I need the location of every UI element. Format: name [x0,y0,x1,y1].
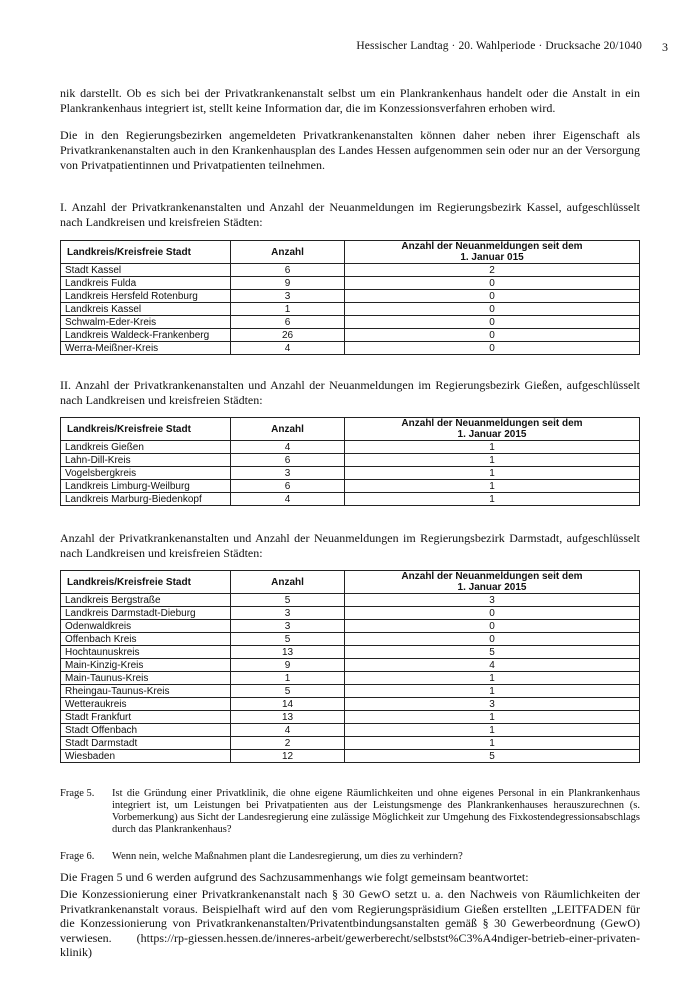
cell-district: Odenwaldkreis [61,620,231,633]
cell-new-registrations: 1 [345,467,640,480]
section2-table-wrap [60,417,639,506]
cell-district: Landkreis Darmstadt-Dieburg [61,607,231,620]
cell-new-registrations: 1 [345,711,640,724]
cell-district: Main-Taunus-Kreis [61,672,231,685]
cell-district: Rheingau-Taunus-Kreis [61,685,231,698]
question-6-text: Wenn nein, welche Maßnahmen plant die Landesregierung, um dies zu verhindern? [112,851,463,862]
table-row [61,620,640,633]
cell-district: Main-Kinzig-Kreis [61,659,231,672]
table-row [61,480,640,493]
cell-district: Landkreis Kassel [61,303,231,316]
cell-district: Landkreis Marburg-Biedenkopf [61,493,231,506]
darmstadt-table-body [61,594,640,763]
cell-new-registrations: 4 [345,659,640,672]
cell-district: Vogelsbergkreis [61,467,231,480]
table-row [61,467,640,480]
col-header-district: Landkreis/Kreisfreie Stadt [61,241,231,264]
table-row [61,633,640,646]
cell-new-registrations: 5 [345,646,640,659]
question-5-label: Frage 5. [60,788,95,799]
table-row [61,672,640,685]
cell-count: 5 [231,633,345,646]
cell-new-registrations: 0 [345,277,640,290]
section3-table-wrap [60,570,639,763]
cell-district: Lahn-Dill-Kreis [61,454,231,467]
cell-new-registrations: 1 [345,672,640,685]
cell-new-registrations: 0 [345,607,640,620]
cell-district: Stadt Offenbach [61,724,231,737]
col-header-new-line2: 1. Januar 015 [460,252,524,263]
cell-new-registrations: 0 [345,620,640,633]
col-header-count: Anzahl [231,571,345,594]
header-text: Hessischer Landtag · 20. Wahlperiode · Drucksache 20/1040 [356,40,642,52]
table-row [61,342,640,355]
cell-count: 3 [231,290,345,303]
section3-heading: Anzahl der Privatkrankenanstalten und Anzahl der Neuanmeldungen im Regierungsbezirk Darmstadt, aufgeschlüsselt nach Landkreisen und kreisfreien Städten: [60,531,640,560]
section1-heading: I. Anzahl der Privatkrankenanstalten und Anzahl der Neuanmeldungen im Regierungsbezirk Kassel, aufgeschlüsselt nach Landkreisen und kreisfreien Städten: [60,200,640,229]
darmstadt-table [60,570,640,763]
cell-district: Landkreis Waldeck-Frankenberg [61,329,231,342]
cell-new-registrations: 3 [345,594,640,607]
table-row [61,594,640,607]
cell-district: Stadt Kassel [61,264,231,277]
col-header-new [345,241,640,264]
table-row [61,329,640,342]
question-6 [60,851,640,863]
cell-new-registrations: 1 [345,685,640,698]
col-header-new [345,418,640,441]
cell-count: 6 [231,264,345,277]
kassel-table-body [61,264,640,355]
page-number: 3 [662,40,668,54]
cell-count: 12 [231,750,345,763]
col-header-new-line1: Anzahl der Neuanmeldungen seit dem [401,571,583,582]
section2-heading: II. Anzahl der Privatkrankenanstalten und Anzahl der Neuanmeldungen im Regierungsbezirk Gießen, aufgeschlüsselt nach Landkreisen und kreisfreien Städten: [60,378,640,407]
table-row [61,607,640,620]
cell-district: Landkreis Gießen [61,441,231,454]
cell-district: Landkreis Bergstraße [61,594,231,607]
table-row [61,264,640,277]
cell-count: 2 [231,737,345,750]
cell-new-registrations: 0 [345,316,640,329]
col-header-new-line2: 1. Januar 2015 [457,582,527,593]
cell-count: 14 [231,698,345,711]
answer-intro: Die Fragen 5 und 6 werden aufgrund des Sachzusammenhangs wie folgt gemeinsam beantwortet: [60,870,529,884]
table-row [61,646,640,659]
cell-count: 4 [231,493,345,506]
cell-new-registrations: 1 [345,493,640,506]
giessen-table [60,417,640,506]
cell-district: Offenbach Kreis [61,633,231,646]
question-5 [60,788,640,836]
table-row [61,711,640,724]
cell-count: 13 [231,711,345,724]
intro-paragraph-2: Die in den Regierungsbezirken angemeldeten Privatkrankenanstalten können daher neben ihrer Eigenschaft als Privatkrankenanstalten auch in den Krankenhausplan des Landes Hessen aufgenommen sein oder nur an der Versorgung von Privatpatientinnen und Privatpatienten teilnehmen. [60,128,640,172]
table-row [61,659,640,672]
col-header-new-line2: 1. Januar 2015 [457,429,527,440]
cell-new-registrations: 0 [345,329,640,342]
cell-new-registrations: 1 [345,454,640,467]
table-row [61,441,640,454]
cell-count: 4 [231,342,345,355]
intro-paragraph-1: nik darstellt. Ob es sich bei der Privatkrankenanstalt selbst um ein Plankrankenhaus handelt oder die Anstalt in ein Plankrankenhaus integriert ist, stellt keine Information dar, die im Konzessionsverfahren erhoben wird. [60,86,640,115]
cell-district: Werra-Meißner-Kreis [61,342,231,355]
cell-district: Schwalm-Eder-Kreis [61,316,231,329]
col-header-new-line1: Anzahl der Neuanmeldungen seit dem [401,241,583,252]
cell-district: Wetteraukreis [61,698,231,711]
cell-count: 6 [231,480,345,493]
col-header-district: Landkreis/Kreisfreie Stadt [61,418,231,441]
cell-district: Landkreis Limburg-Weilburg [61,480,231,493]
col-header-new [345,571,640,594]
table-row [61,277,640,290]
cell-count: 6 [231,316,345,329]
table-row [61,454,640,467]
cell-count: 4 [231,441,345,454]
cell-new-registrations: 5 [345,750,640,763]
cell-new-registrations: 0 [345,342,640,355]
table-row [61,316,640,329]
table-row [61,724,640,737]
cell-count: 1 [231,303,345,316]
table-row [61,698,640,711]
table-row [61,685,640,698]
cell-count: 26 [231,329,345,342]
cell-district: Stadt Darmstadt [61,737,231,750]
cell-district: Landkreis Fulda [61,277,231,290]
table-row [61,737,640,750]
cell-count: 5 [231,594,345,607]
table-row [61,290,640,303]
question-5-text: Ist die Gründung einer Privatklinik, die ohne eigene Räumlichkeiten und ohne eigenes Personal in ein Plankrankenhaus integriert ist, um Leistungen bei Privatpatienten aus der Leistungsmenge des Plankrankenhauses herauszurechnen (s. Vorbemerkung) aus Sicht der Landesregierung eine zulässige Möglichkeit zur Umgehung des Fixkostendegressionsabschlags durch das Plankrankenhaus? [112,788,640,835]
cell-count: 4 [231,724,345,737]
cell-new-registrations: 2 [345,264,640,277]
col-header-new-line1: Anzahl der Neuanmeldungen seit dem [401,418,583,429]
cell-new-registrations: 1 [345,441,640,454]
cell-new-registrations: 3 [345,698,640,711]
cell-count: 1 [231,672,345,685]
question-6-label: Frage 6. [60,851,95,862]
cell-district: Wiesbaden [61,750,231,763]
section1-table-wrap [60,240,639,355]
col-header-district: Landkreis/Kreisfreie Stadt [61,571,231,594]
cell-count: 3 [231,620,345,633]
page-header [0,40,700,60]
cell-district: Hochtaunuskreis [61,646,231,659]
kassel-table [60,240,640,355]
cell-new-registrations: 0 [345,290,640,303]
cell-count: 3 [231,467,345,480]
table-row [61,493,640,506]
cell-new-registrations: 1 [345,737,640,750]
giessen-table-body [61,441,640,506]
cell-new-registrations: 1 [345,724,640,737]
table-row [61,750,640,763]
col-header-count: Anzahl [231,418,345,441]
answer-paragraph: Die Konzessionierung einer Privatkrankenanstalt nach § 30 GewO setzt u. a. den Nachweis von Räumlichkeiten der Privatkrankenanstalt voraus. Beispielhaft wird auf den vom Regierungspräsidium Gießen erstellten „LEITFADEN für die Konzessionierung von Privatkrankenanstalten/Privatentbindungsanstalten gemäß § 30 Gewerbeordnung (GewO) verwiesen. (https://rp-giessen.hessen.de/inneres-arbeit/gewerberecht/selbstst%C3%A4ndiger-betrieb-einer-privaten-klinik) [60,887,640,959]
col-header-count: Anzahl [231,241,345,264]
table-row [61,303,640,316]
cell-count: 6 [231,454,345,467]
cell-count: 3 [231,607,345,620]
cell-count: 9 [231,277,345,290]
cell-new-registrations: 1 [345,480,640,493]
intro-block [60,86,640,173]
cell-new-registrations: 0 [345,303,640,316]
cell-count: 9 [231,659,345,672]
cell-district: Stadt Frankfurt [61,711,231,724]
cell-new-registrations: 0 [345,633,640,646]
cell-count: 5 [231,685,345,698]
cell-count: 13 [231,646,345,659]
cell-district: Landkreis Hersfeld Rotenburg [61,290,231,303]
